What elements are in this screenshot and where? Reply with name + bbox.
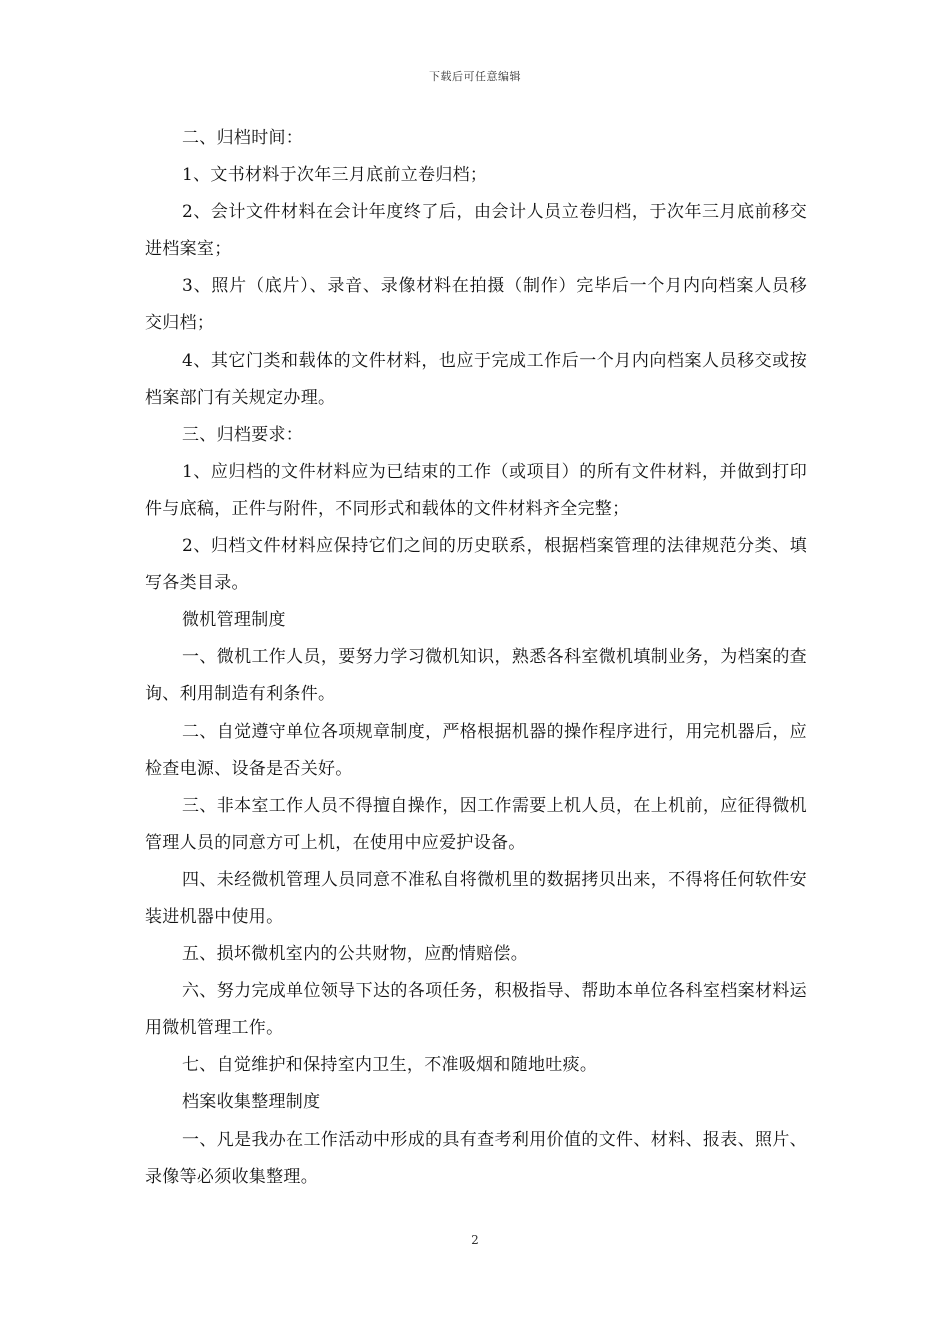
section-heading-archiving-requirements: 三、归档要求： (182, 424, 304, 445)
paragraph: 1、应归档的文件材料应为已结束的工作（或项目）的所有文件材料，并做到打印件与底稿，正件与附件，不同形式和载体的文件材料齐全完整； (145, 461, 807, 519)
paragraph: 4、其它门类和载体的文件材料，也应于完成工作后一个月内向档案人员移交或按档案部门有关规定办理。 (145, 350, 807, 408)
page-header: 下载后可任意编辑 (429, 70, 521, 83)
paragraph: 五、损坏微机室内的公共财物，应酌情赔偿。 (182, 944, 528, 965)
page-number: 2 (471, 1233, 479, 1247)
paragraph: 3、照片（底片）、录音、录像材料在拍摄（制作）完毕后一个月内向档案人员移交归档； (145, 276, 807, 334)
paragraph: 三、非本室工作人员不得擅自操作，因工作需要上机人员，在上机前，应征得微机管理人员的同意方可上机，在使用中应爱护设备。 (145, 795, 807, 853)
paragraph: 1、文书材料于次年三月底前立卷归档； (182, 165, 488, 186)
document-body (145, 120, 807, 1196)
section-title-archive-collection: 档案收集整理制度 (182, 1092, 321, 1113)
paragraph: 一、微机工作人员，要努力学习微机知识，熟悉各科室微机填制业务，为档案的查询、利用制造有利条件。 (145, 647, 807, 705)
paragraph: 四、未经微机管理人员同意不准私自将微机里的数据拷贝出来，不得将任何软件安装进机器中使用。 (145, 869, 807, 927)
paragraph: 2、会计文件材料在会计年度终了后，由会计人员立卷归档，于次年三月底前移交进档案室； (145, 202, 807, 260)
section-heading-archiving-time: 二、归档时间： (182, 128, 304, 148)
paragraph: 二、自觉遵守单位各项规章制度，严格根据机器的操作程序进行，用完机器后，应检查电源、设备是否关好。 (145, 721, 807, 779)
paragraph: 七、自觉维护和保持室内卫生，不准吸烟和随地吐痰。 (182, 1055, 598, 1076)
paragraph: 2、归档文件材料应保持它们之间的历史联系，根据档案管理的法律规范分类、填写各类目录。 (145, 536, 807, 594)
section-title-computer-management: 微机管理制度 (182, 610, 286, 631)
paragraph: 六、努力完成单位领导下达的各项任务，积极指导、帮助本单位各科室档案材料运用微机管理工作。 (145, 981, 807, 1039)
paragraph: 一、凡是我办在工作活动中形成的具有查考利用价值的文件、材料、报表、照片、录像等必须收集整理。 (145, 1129, 807, 1187)
